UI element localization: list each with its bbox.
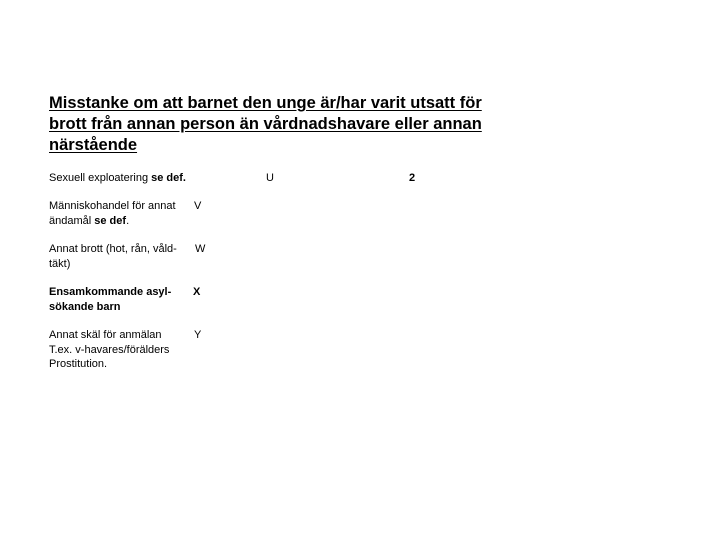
row-label: Annat skäl för anmälan T.ex. v-havares/förälders Prostitution. (49, 329, 170, 370)
row-label-text: Sexuell exploatering (49, 172, 152, 184)
row-label: Annat brott (hot, rån, våld- täkt) (49, 243, 177, 270)
row-label (49, 199, 194, 228)
column-2-value: 2 (409, 172, 416, 184)
column-u-value: U (266, 172, 274, 184)
row-code: X (193, 286, 201, 298)
section-heading: Misstanke om att barnet den unge är/har varit utsatt för brott från annan person än vårdnadshavare eller annan närstående (49, 94, 482, 154)
row-label-definition: se def (94, 214, 127, 227)
row-code: W (195, 243, 206, 255)
row-code: Y (194, 329, 202, 341)
row-label-definition: se def. (151, 172, 186, 184)
row-code: V (194, 200, 202, 212)
row-label (49, 171, 249, 186)
row-label: Ensamkommande asyl- sökande barn (49, 286, 172, 313)
row-label-tail: . (126, 214, 130, 227)
row-label-text: Människohandel för annat ändamål (49, 200, 176, 227)
